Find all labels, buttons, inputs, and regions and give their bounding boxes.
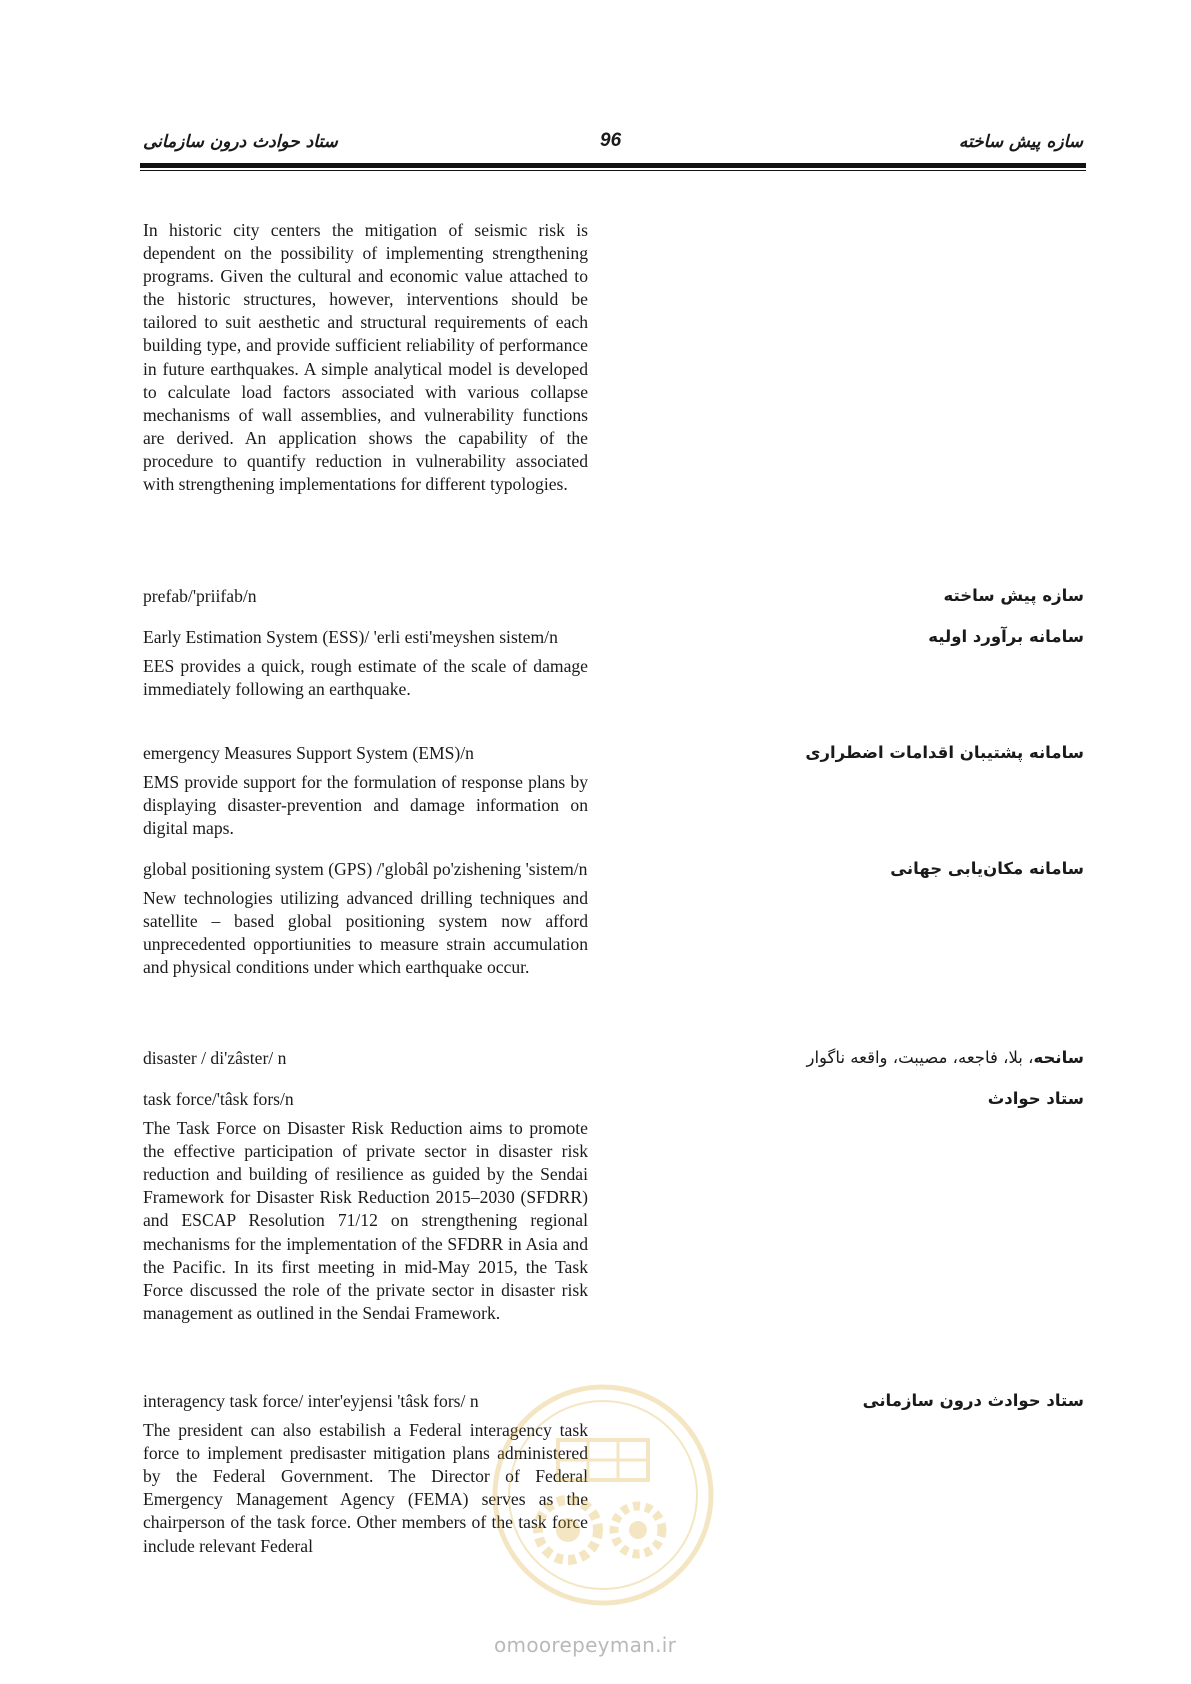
entry-term: prefab/'priifab/n [143, 586, 257, 606]
entry-prefab [143, 585, 588, 608]
persian-term: سامانه مکان‌یابی جهانی [890, 859, 1084, 878]
entry-definition: New technologies utilizing advanced drilling techniques and satellite – based global positioning system now afford unprecedented opportiunities to measure strain accumulation and physical conditions under which earthquake occur. [143, 888, 588, 978]
entry-term: interagency task force/ inter'eyjensi 'tâsk fors/ n [143, 1391, 479, 1411]
watermark-url: omoorepeyman.ir [494, 1633, 677, 1657]
omoore-peyman-seal-icon [488, 1380, 718, 1610]
entry-definition: The president can also estabilish a Federal interagency task force to implement predisaster mitigation plans administered by the Federal Government. The Director of Federal Emergency Management Agency (FEMA) serves as the chairperson of the task force. Other members of the task force include relevant Federal [143, 1420, 588, 1556]
entry-task-force [143, 1088, 588, 1325]
header-right-title: سازه پیش ساخته [958, 132, 1083, 152]
entry-disaster [143, 1047, 588, 1070]
entry-gps [143, 858, 588, 979]
page-header [140, 128, 1086, 158]
persian-term: سامانه پشتیبان اقدامات اضطراری [805, 743, 1084, 762]
entry-ees-persian [724, 625, 1084, 648]
entry-term: Early Estimation System (ESS)/ 'erli esti'meyshen sistem/n [143, 627, 558, 647]
entry-gps-persian [724, 857, 1084, 880]
entry-ems-persian [724, 741, 1084, 764]
entry-prefab-persian [724, 584, 1084, 607]
intro-block [143, 219, 588, 496]
persian-term: ستاد حوادث درون سازمانی [862, 1391, 1084, 1410]
persian-term-synonyms: ، بلا، فاجعه، مصیبت، واقعه ناگوار [806, 1048, 1034, 1067]
intro-paragraph: In historic city centers the mitigation of seismic risk is dependent on the possibility of implementing strengthening programs. Given the cultural and economic value attached to the historic structures, however, interventions should be tailored to suit aesthetic and structural requirements of each building type, and provide sufficient reliability of performance in future earthquakes. A simple analytical model is developed to calculate load factors associated with various collapse mechanisms of wall assemblies, and vulnerability functions are derived. An application shows the capability of the procedure to quantify reduction in vulnerability associated with strengthening implementations for different typologies. [143, 220, 588, 495]
entry-term: emergency Measures Support System (EMS)/n [143, 743, 474, 763]
persian-term: ستاد حوادث [987, 1089, 1084, 1108]
entry-ees [143, 626, 588, 701]
entry-definition: EMS provide support for the formulation of response plans by displaying disaster-prevention and damage information on digital maps. [143, 772, 588, 839]
header-rule-thick [140, 163, 1086, 168]
page-number: 96 [600, 130, 622, 151]
persian-term: سازه پیش ساخته [943, 586, 1084, 605]
entry-disaster-persian [664, 1046, 1084, 1069]
entry-task-force-persian [724, 1087, 1084, 1110]
persian-term: سانحه [1033, 1048, 1084, 1067]
entry-interagency-task-force-persian [724, 1389, 1084, 1412]
entry-ems [143, 742, 588, 840]
entry-term: task force/'tâsk fors/n [143, 1089, 294, 1109]
header-left-title: ستاد حوادث درون سازمانی [143, 132, 338, 152]
entry-term: global positioning system (GPS) /'globâl po'zishening 'sistem/n [143, 859, 588, 879]
entry-definition: The Task Force on Disaster Risk Reduction aims to promote the effective participation of private sector in disaster risk reduction and building of resilience as guided by the Sendai Framework for Disaster Risk Reduction 2015–2030 (SFDRR) and ESCAP Resolution 71/12 on strengthening regional mechanisms for the implementation of the SFDRR in Asia and the Pacific. In its first meeting in mid-May 2015, the Task Force discussed the role of the private sector in disaster risk management as outlined in the Sendai Framework. [143, 1118, 588, 1323]
entry-definition: EES provides a quick, rough estimate of the scale of damage immediately following an earthquake. [143, 656, 588, 700]
persian-term: سامانه برآورد اولیه [928, 627, 1084, 646]
header-rule-thin [140, 170, 1086, 171]
entry-term: disaster / di'zâster/ n [143, 1048, 287, 1068]
